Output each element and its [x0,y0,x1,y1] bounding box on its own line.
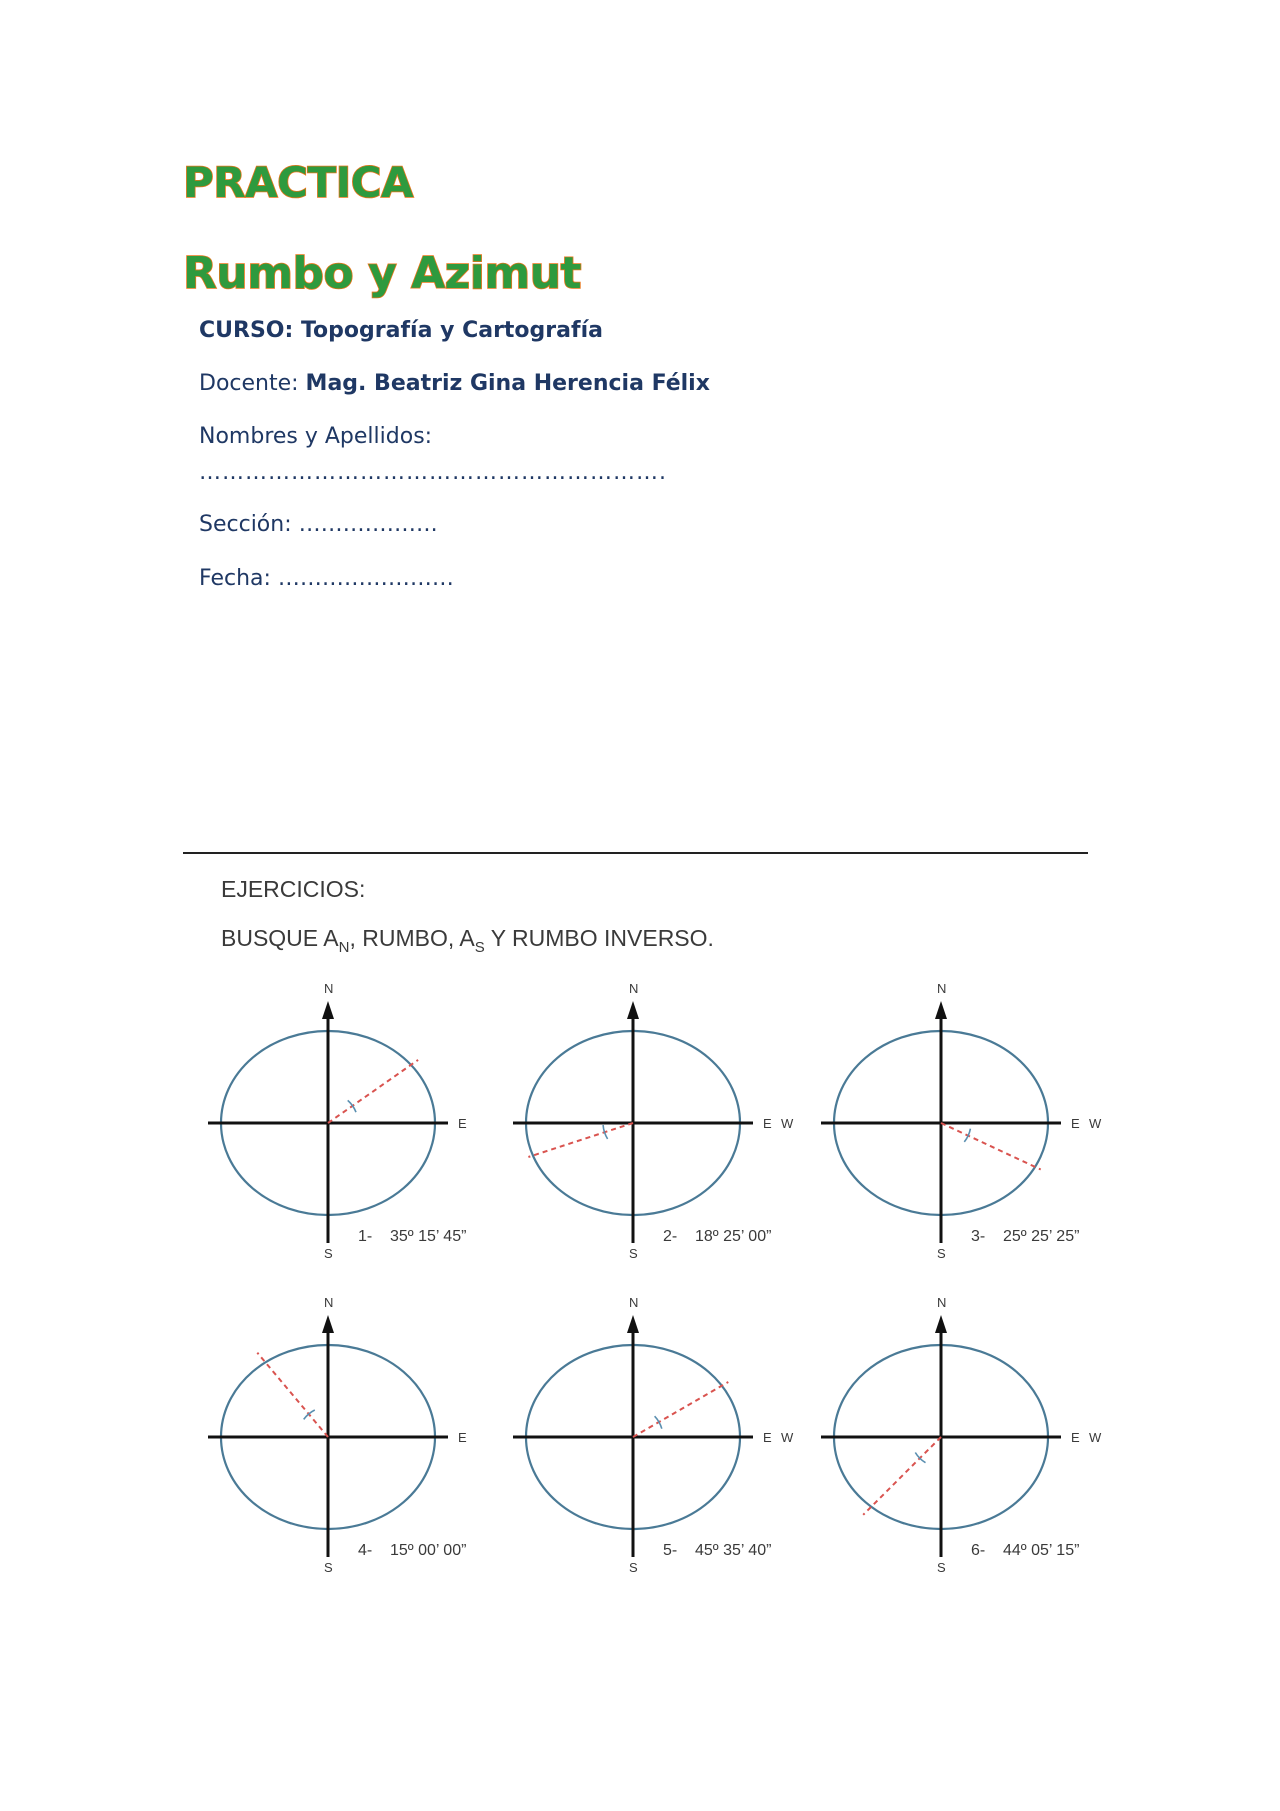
exercise-number: 6- [971,1542,986,1559]
exercise-number: 1- [358,1228,373,1245]
south-label: S [937,1246,946,1261]
north-arrow [322,1315,334,1333]
compass-diagram-1 [208,981,467,1261]
north-label: N [629,1295,639,1310]
date-line: Fecha: …………………… [199,566,454,591]
north-arrow [935,1315,947,1333]
compass-diagrams [208,981,1102,1575]
north-arrow [935,1001,947,1019]
north-arrow [627,1315,639,1333]
west-label: W [1089,1116,1102,1131]
north-label: N [937,1295,947,1310]
instruction-subscript-n: N [338,939,350,956]
names-label: Nombres y Apellidos: [199,424,433,449]
exercise-figure-svg [183,852,1102,1600]
west-label: W [781,1116,794,1131]
direction-line [257,1353,328,1437]
direction-line [941,1123,1041,1170]
course-line: CURSO: Topografía y Cartografía [199,318,603,343]
north-label: N [324,981,334,996]
direction-line [328,1060,418,1123]
figure-heading: EJERCICIOS: [221,876,366,902]
exercise-figure [183,852,1102,1600]
north-label: N [629,981,639,996]
compass-diagram-3 [821,981,1102,1261]
title-practica: PRACTICA [183,158,414,207]
teacher-label: Docente: [199,371,306,396]
south-label: S [324,1246,333,1261]
south-label: S [629,1246,638,1261]
compass-diagram-2 [513,981,794,1261]
east-label: E [458,1430,467,1445]
north-label: N [937,981,947,996]
direction-line [633,1382,728,1437]
compass-diagram-6 [821,1295,1102,1575]
south-label: S [324,1560,333,1575]
north-arrow [627,1001,639,1019]
exercise-angle: 35º 15’ 45” [390,1228,467,1245]
section-line: Sección: ………………. [199,512,438,537]
east-label: E [763,1116,772,1131]
east-label: E [1071,1430,1080,1445]
names-blank: ……………………………………………………. [199,460,667,485]
south-label: S [629,1560,638,1575]
instruction-part-3: Y RUMBO INVERSO. [484,925,714,951]
instruction-part-1: BUSQUE A [221,925,339,951]
exercise-number: 2- [663,1228,678,1245]
east-label: E [1071,1116,1080,1131]
exercise-angle: 25º 25’ 25” [1003,1228,1080,1245]
north-arrow [322,1001,334,1019]
instruction-subscript-s: S [474,939,485,956]
compass-diagram-5 [513,1295,794,1575]
west-label: W [781,1430,794,1445]
compass-diagram-4 [208,1295,467,1575]
exercise-number: 3- [971,1228,986,1245]
exercise-angle: 44º 05’ 15” [1003,1542,1080,1559]
teacher-name: Mag. Beatriz Gina Herencia Félix [305,371,710,396]
east-label: E [763,1430,772,1445]
exercise-number: 4- [358,1542,373,1559]
figure-instruction [221,925,714,956]
north-label: N [324,1295,334,1310]
instruction-part-2: , RUMBO, A [349,925,475,951]
teacher-line [199,371,710,396]
exercise-number: 5- [663,1542,678,1559]
title-rumbo-azimut: Rumbo y Azimut [183,248,582,299]
direction-line [528,1123,633,1157]
exercise-angle: 18º 25’ 00” [695,1228,772,1245]
exercise-angle: 45º 35’ 40” [695,1542,772,1559]
east-label: E [458,1116,467,1131]
direction-line [863,1437,941,1515]
west-label: W [1089,1430,1102,1445]
south-label: S [937,1560,946,1575]
exercise-angle: 15º 00’ 00” [390,1542,467,1559]
